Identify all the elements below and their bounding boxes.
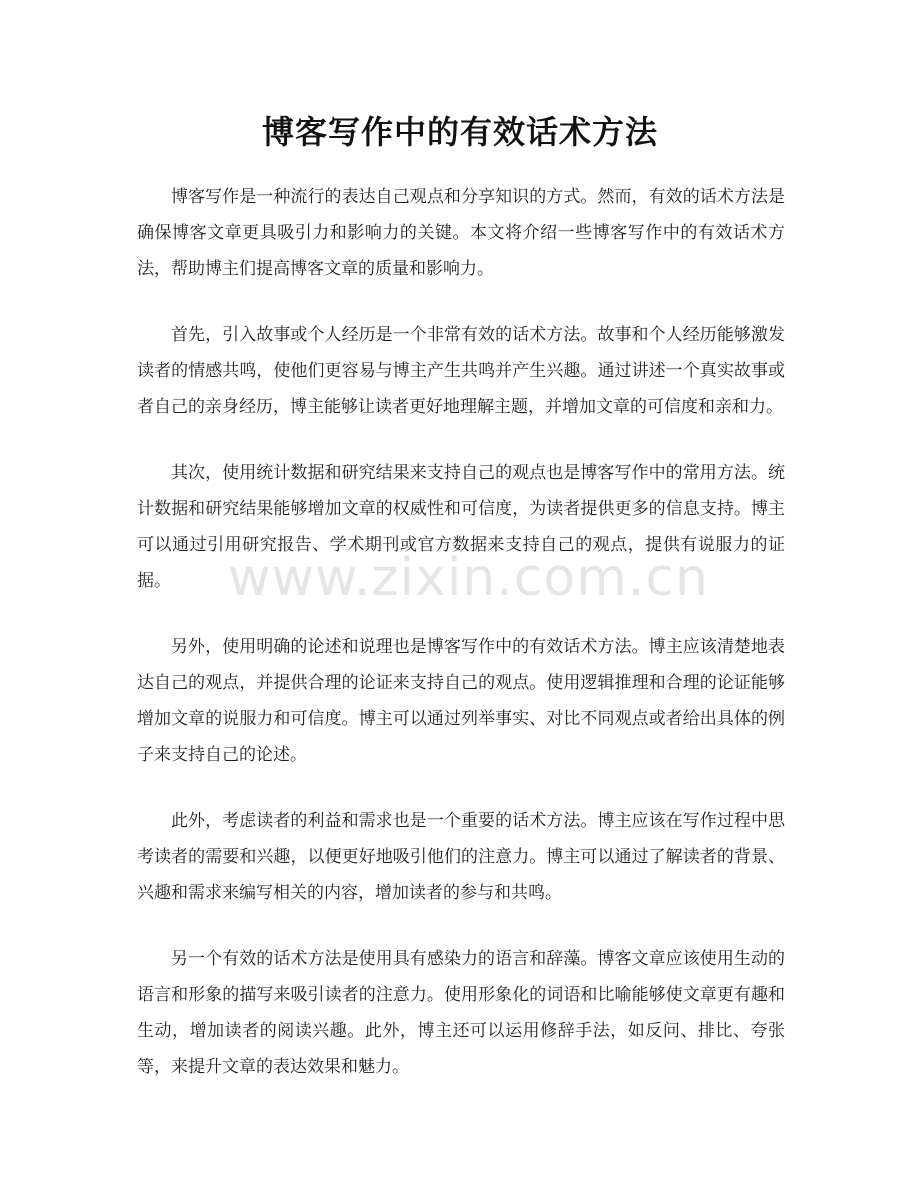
watermark: www.zixin.com.cn xyxy=(228,548,709,608)
paragraph: 首先，引入故事或个人经历是一个非常有效的话术方法。故事和个人经历能够激发读者的情感共鸣，使他们更容易与博主产生共鸣并产生兴趣。通过讲述一个真实故事或者自己的亲身经历，博主能够让读者更好地理解主题，并增加文章的可信度和亲和力。 xyxy=(137,325,785,417)
paragraph: 另外，使用明确的论述和说理也是博客写作中的有效话术方法。博主应该清楚地表达自己的观点，并提供合理的论证来支持自己的观点。使用逻辑推理和合理的论证能够增加文章的说服力和可信度。博主可以通过列举事实、对比不同观点或者给出具体的例子来支持自己的论述。 xyxy=(137,637,785,765)
paragraph: 此外，考虑读者的利益和需求也是一个重要的话术方法。博主应该在写作过程中思考读者的需要和兴趣，以便更好地吸引他们的注意力。博主可以通过了解读者的背景、兴趣和需求来编写相关的内容，增加读者的参与和共鸣。 xyxy=(137,811,785,903)
paragraph: 另一个有效的话术方法是使用具有感染力的语言和辞藻。博客文章应该使用生动的语言和形象的描写来吸引读者的注意力。使用形象化的词语和比喻能够使文章更有趣和生动，增加读者的阅读兴趣。此外，博主还可以运用修辞手法，如反问、排比、夸张等，来提升文章的表达效果和魅力。 xyxy=(137,949,785,1077)
paragraph: 博客写作是一种流行的表达自己观点和分享知识的方式。然而，有效的话术方法是确保博客文章更具吸引力和影响力的关键。本文将介绍一些博客写作中的有效话术方法，帮助博主们提高博客文章的质量和影响力。 xyxy=(137,187,785,279)
page-title: 博客写作中的有效话术方法 xyxy=(261,113,658,151)
paragraph: 其次，使用统计数据和研究结果来支持自己的观点也是博客写作中的常用方法。统计数据和研究结果能够增加文章的权威性和可信度，为读者提供更多的信息支持。博主可以通过引用研究报告、学术期刊或官方数据来支持自己的观点，提供有说服力的证据。 xyxy=(137,463,785,591)
article-body xyxy=(137,179,785,1115)
